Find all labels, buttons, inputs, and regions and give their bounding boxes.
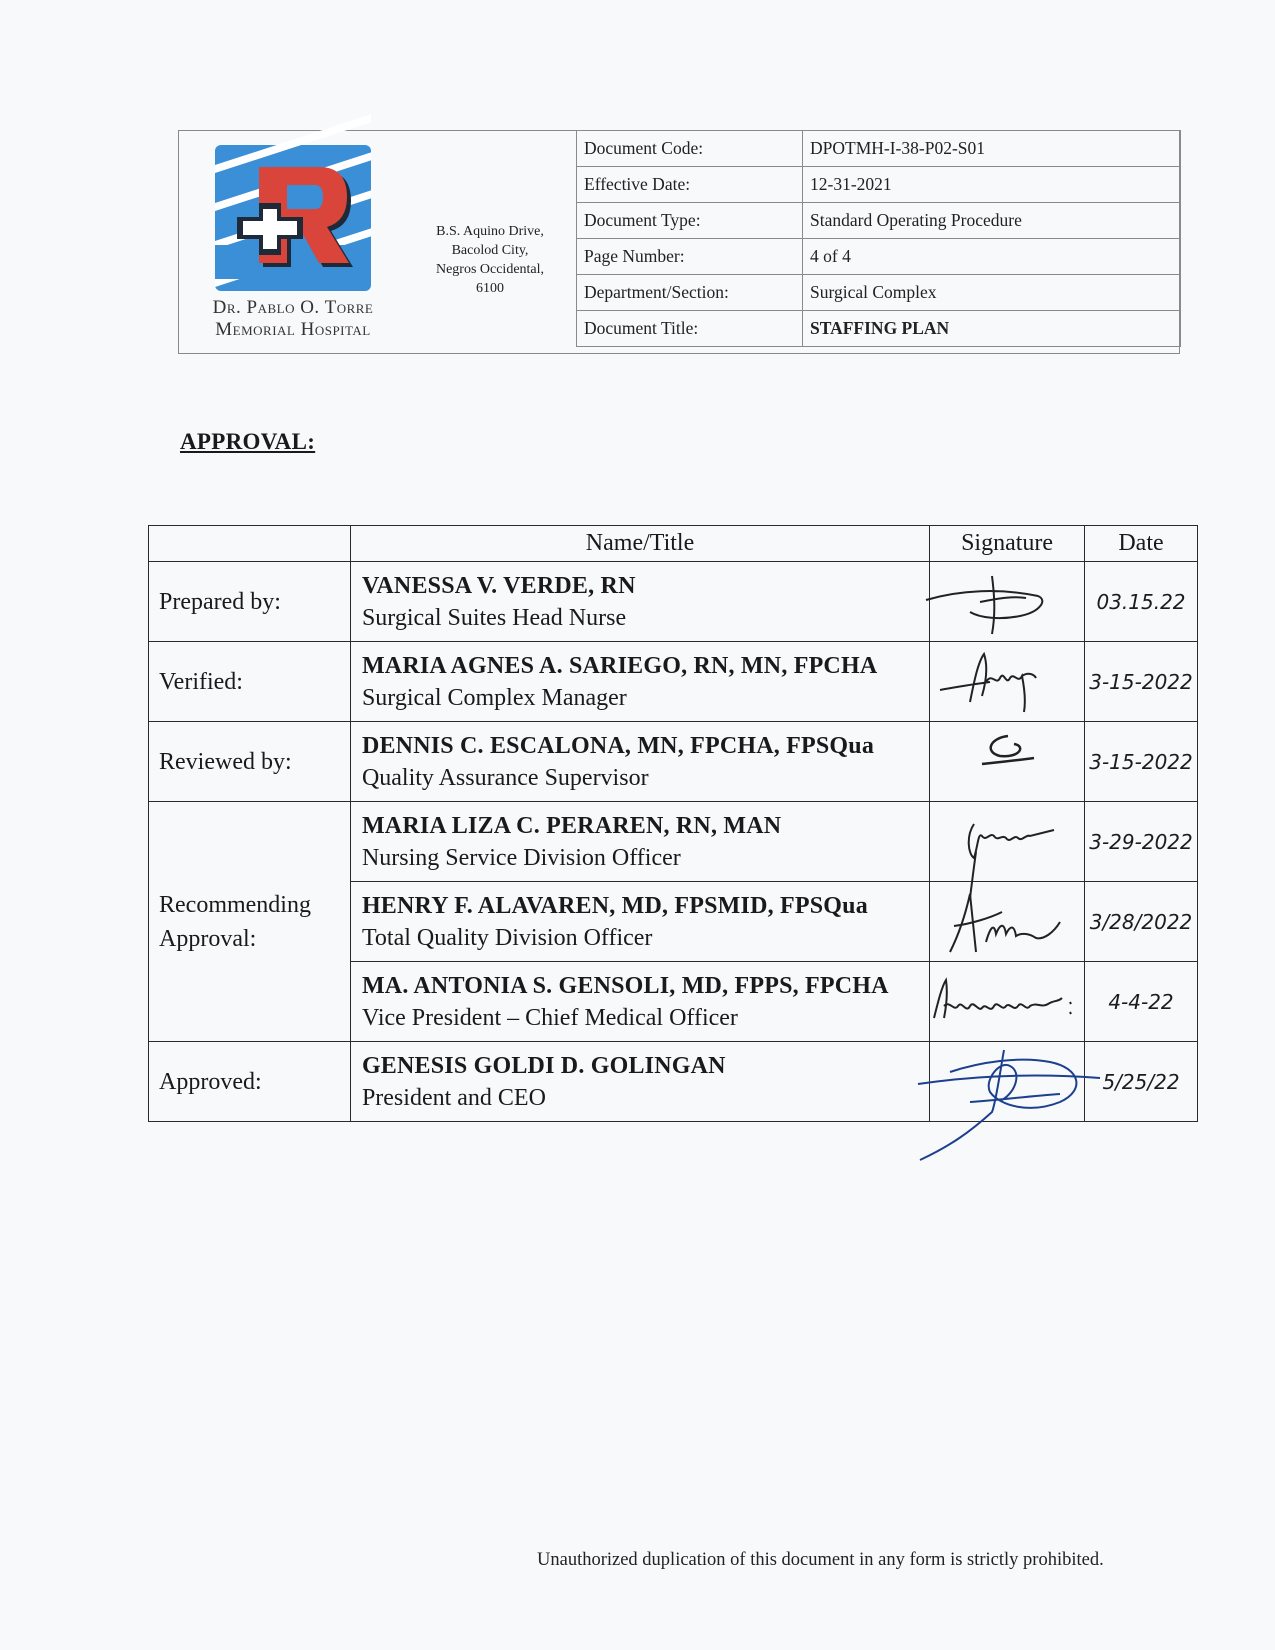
meta-value: 4 of 4 — [803, 239, 1181, 275]
signature-cell — [930, 642, 1085, 722]
address-line3: Negros Occidental, — [435, 262, 545, 277]
person-name: VANESSA V. VERDE, RN — [361, 572, 636, 599]
person-cell — [350, 722, 929, 802]
meta-label: Page Number: — [577, 239, 803, 275]
person-title: Quality Assurance Supervisor — [361, 764, 649, 791]
person-name: GENESIS GOLDI D. GOLINGAN — [361, 1052, 726, 1079]
hospital-logo-icon — [215, 145, 371, 297]
date-cell: 3/28/2022 — [1085, 882, 1198, 962]
meta-row — [577, 311, 1181, 347]
role-label-line2: Approval: — [159, 925, 257, 952]
signature-cell — [930, 562, 1085, 642]
duplication-notice: Unauthorized duplication of this document in any form is strictly prohibited. — [537, 1550, 1104, 1570]
person-cell — [350, 562, 929, 642]
signature-cell — [930, 962, 1085, 1042]
approval-row — [149, 642, 1198, 722]
document-meta-table — [576, 130, 1181, 347]
meta-value: 12-31-2021 — [803, 167, 1181, 203]
person-name: MARIA AGNES A. SARIEGO, RN, MN, FPCHA — [361, 652, 878, 679]
signature-cell — [930, 1042, 1085, 1122]
person-name: MA. ANTONIA S. GENSOLI, MD, FPPS, FPCHA — [361, 972, 889, 999]
handwritten-signature-icon — [930, 962, 1085, 1042]
role-column-header — [149, 526, 351, 562]
date-cell: 3-15-2022 — [1085, 642, 1198, 722]
date-cell: 3-29-2022 — [1085, 802, 1198, 882]
role-label-line1: Recommending — [159, 891, 311, 918]
hospital-name — [187, 297, 399, 341]
person-name: MARIA LIZA C. PERAREN, RN, MAN — [361, 812, 782, 839]
name-title-column-header: Name/Title — [350, 526, 929, 562]
person-name: HENRY F. ALAVAREN, MD, FPSMID, FPSQua — [361, 892, 868, 919]
person-title: Surgical Suites Head Nurse — [361, 604, 627, 631]
signature-cell — [930, 722, 1085, 802]
meta-label: Department/Section: — [577, 275, 803, 311]
hospital-name-line2: Memorial Hospital — [215, 319, 371, 340]
approval-row — [149, 562, 1198, 642]
meta-value: DPOTMH-I-38-P02-S01 — [803, 131, 1181, 167]
role-label: Reviewed by: — [149, 722, 351, 802]
handwritten-signature-icon — [930, 562, 1085, 642]
approval-row — [149, 722, 1198, 802]
role-label-recommending — [149, 802, 351, 1042]
date-column-header: Date — [1085, 526, 1198, 562]
meta-value: Standard Operating Procedure — [803, 203, 1181, 239]
address-line4: 6100 — [476, 281, 504, 296]
hospital-logo-area — [179, 131, 577, 353]
signature-cell — [930, 882, 1085, 962]
hospital-address — [405, 222, 575, 296]
handwritten-signature-icon — [930, 722, 1085, 802]
person-cell — [350, 1042, 929, 1122]
handwritten-signature-icon — [930, 1042, 1085, 1122]
date-cell: 5/25/22 — [1085, 1042, 1198, 1122]
meta-row — [577, 239, 1181, 275]
approval-header-row — [149, 526, 1198, 562]
address-line1: B.S. Aquino Drive, — [436, 224, 544, 239]
person-title: Total Quality Division Officer — [361, 924, 653, 951]
address-line2: Bacolod City, — [451, 243, 529, 258]
meta-label: Document Code: — [577, 131, 803, 167]
approval-heading: APPROVAL: — [180, 429, 316, 454]
meta-label: Effective Date: — [577, 167, 803, 203]
approval-table — [148, 525, 1198, 1122]
person-cell — [350, 802, 929, 882]
date-cell: 3-15-2022 — [1085, 722, 1198, 802]
role-label: Verified: — [149, 642, 351, 722]
document-header — [178, 130, 1180, 354]
person-cell — [350, 962, 929, 1042]
person-cell — [350, 642, 929, 722]
handwritten-signature-icon — [930, 802, 1085, 882]
signature-column-header: Signature — [930, 526, 1085, 562]
meta-row — [577, 131, 1181, 167]
person-title: President and CEO — [361, 1084, 546, 1111]
meta-label: Document Type: — [577, 203, 803, 239]
meta-label: Document Title: — [577, 311, 803, 347]
person-title: Surgical Complex Manager — [361, 684, 627, 711]
approval-row — [149, 802, 1198, 882]
date-cell: 4-4-22 — [1085, 962, 1198, 1042]
document-title-value: STAFFING PLAN — [803, 311, 1181, 347]
person-title: Vice President – Chief Medical Officer — [361, 1004, 738, 1031]
meta-row — [577, 275, 1181, 311]
meta-row — [577, 203, 1181, 239]
person-name: DENNIS C. ESCALONA, MN, FPCHA, FPSQua — [361, 732, 875, 759]
person-title: Nursing Service Division Officer — [361, 844, 681, 871]
meta-row — [577, 167, 1181, 203]
date-cell: 03.15.22 — [1085, 562, 1198, 642]
role-label: Prepared by: — [149, 562, 351, 642]
handwritten-signature-icon — [930, 642, 1085, 722]
approval-row — [149, 1042, 1198, 1122]
hospital-name-line1: Dr. Pablo O. Torre — [212, 297, 374, 318]
signature-cell — [930, 802, 1085, 882]
person-cell — [350, 882, 929, 962]
handwritten-signature-icon — [930, 882, 1085, 962]
role-label: Approved: — [149, 1042, 351, 1122]
meta-value: Surgical Complex — [803, 275, 1181, 311]
